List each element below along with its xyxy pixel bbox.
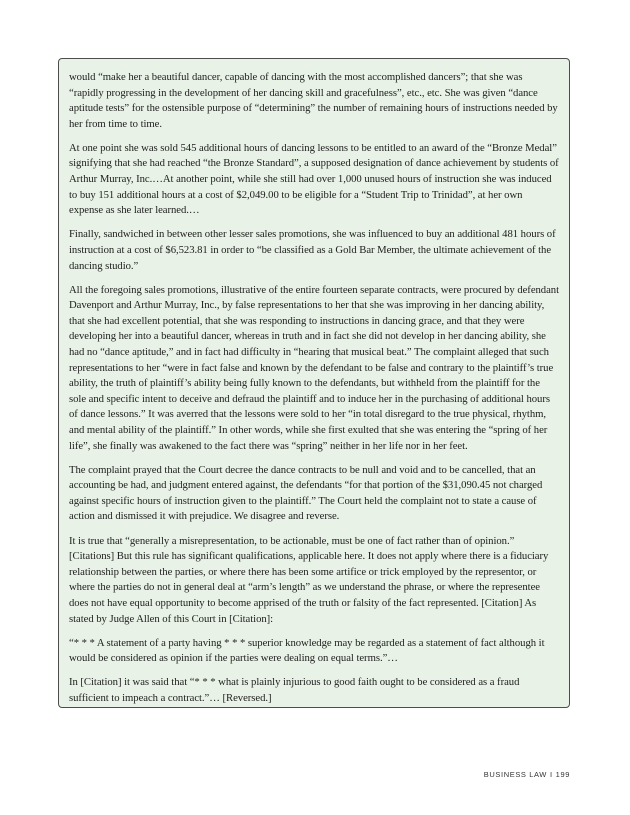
case-excerpt-box [58,58,570,708]
paragraph-bronze-medal: At one point she was sold 545 additional hours of dancing lessons to be entitled to an award of the “Bronze Medal” signifying that she had reached “the Bronze Standard”, a supposed designation of dance achievement by students of Arthur Murray, Inc.…At another point, while she still had over 1,000 unused hours of instruction she was induced to buy 151 additional hours at a cost of $2,049.00 to be eligible for a “Student Trip to Trinidad”, at her own expense as she later learned.… [69,141,559,217]
paragraph-complaint-prayer: The complaint prayed that the Court decree the dance contracts to be null and void and to be cancelled, that an accounting be had, and judgment entered against, the defendants “for that portion of the $31,090.45 not charged against specific hours of instruction given to the plaintiff.” The Court held the complaint not to state a cause of action and dismissed it with prejudice. We disagree and reverse. [69,463,543,523]
paragraph-gold-bar: Finally, sandwiched in between other lesser sales promotions, she was influenced to buy an additional 481 hours of instruction at a cost of $6,523.81 in order to “be classified as a Gold Bar Member, the ultimate achievement of the dancing studio.” [69,228,556,272]
paragraph-false-representations: All the foregoing sales promotions, illustrative of the entire fourteen separate contracts, were procured by defendant Davenport and Arthur Murray, Inc., by false representations to her that she was improving in her dancing ability, that she had excellent potential, that she was responding to instructions in dancing grace, and that they were developing her into a beautiful dancer, whereas in truth and in fact she did not develop in her dancing ability, she had no “dance aptitude,” and in fact had difficulty in “hearing that musical beat.” The complaint alleged that such representations to her “were in fact false and known by the defendant to be false and contrary to the plaintiff’s true ability, the truth of plaintiff’s ability being fully known to the defendants, but withheld from the plaintiff for the sole and specific intent to deceive and defraud the plaintiff and to induce her in the purchasing of additional hours of dance lessons.” It was averred that the lessons were sold to her “in total disregard to the true physical, rhythm, and mental ability of the plaintiff.” In other words, while she first exulted that she was entering the “spring of her life”, she finally was awakened to the fact there was “spring” neither in her life nor in her feet. [69,283,560,452]
page-number: 199 [555,770,570,779]
paragraph-aptitude-tests: would “make her a beautiful dancer, capable of dancing with the most accomplished dancers”; that she was “rapidly progressing in the development of her dancing skill and gracefulness”, etc., etc. She was given “dance aptitude tests” for the ostensible purpose of “determining” the number of remaining hours of instructions needed by her from time to time. [69,71,558,130]
paragraph-superior-knowledge-quote: “* * * A statement of a party having * * * superior knowledge may be regarded as a statement of fact although it would be considered as opinion if the parties were dealing on equal terms.”… [69,636,545,665]
book-title: BUSINESS LAW [483,770,547,779]
page-footer [484,770,570,779]
paragraph-misrepresentation-rule: It is true that “generally a misrepresentation, to be actionable, must be one of fact rather than of opinion.” [Citations] But this rule has significant qualifications, applicable here. It does not apply where there is a fiduciary relationship between the parties, or where there has been some artifice or trick employed by the representor, or where the parties do not in general deal at “arm’s length” as we understand the phrase, or where the representee does not have equal opportunity to become apprised of the truth or falsity of the fact represented. [Citation] As stated by Judge Allen of this Court in [Citation]: [69,534,549,625]
footer-separator: I [549,770,553,779]
paragraph-good-faith-reversed: In [Citation] it was said that “* * * what is plainly injurious to good faith ought to be considered as a fraud sufficient to impeach a contract.”… [Reversed.] [69,676,520,704]
